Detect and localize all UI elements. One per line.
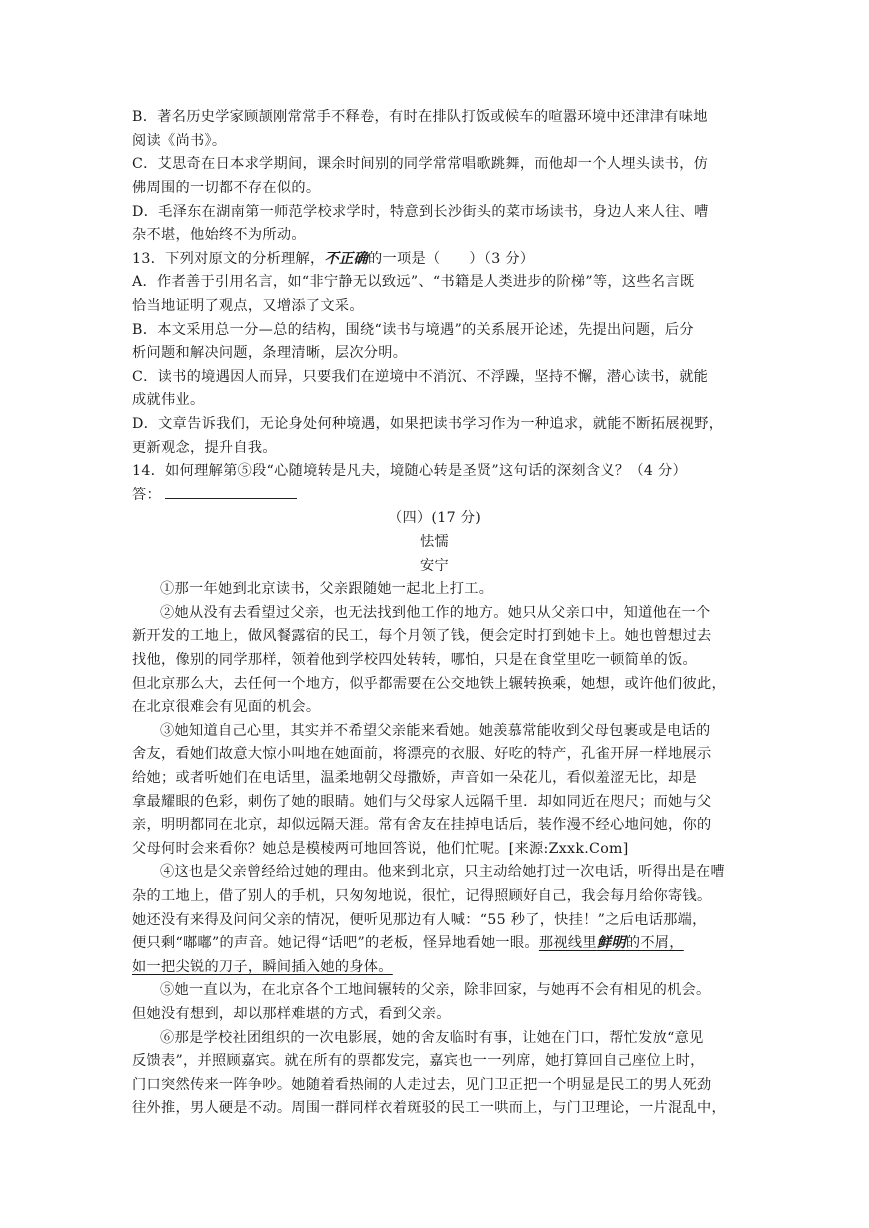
passage-title: 怯懦 bbox=[420, 534, 449, 550]
paragraph-3-line4: 拿最耀眼的色彩，刺伤了她的眼睛。她们与父母家人远隔千里．却如同近在咫尺；而她与父 bbox=[132, 794, 712, 810]
q12-option-c-line2: 佛周围的一切都不存在似的。 bbox=[132, 180, 321, 196]
paragraph-5-line1: ⑤她一直以为，在北京各个工地间辗转的父亲，除非回家，与她再不会有相见的机会。 bbox=[160, 982, 711, 998]
q13-stem bbox=[132, 248, 534, 270]
paragraph-2-line2: 新开发的工地上，做风餐露宿的民工，每个月领了钱，便会定时打到她卡上。她也曾想过去 bbox=[132, 628, 712, 644]
underlined-sentence-part1: 那视线里 bbox=[538, 935, 597, 951]
q13-stem-emphasis: 不正确 bbox=[324, 251, 368, 267]
paragraph-6-line3: 门口突然传来一阵争吵。她随着看热闹的人走过去，见门卫正把一个明显是民工的男人死劲 bbox=[132, 1077, 712, 1093]
answer-blank-line[interactable] bbox=[165, 484, 297, 499]
q13-option-b-line2: 析问题和解决问题，条理清晰，层次分明。 bbox=[132, 345, 408, 361]
paragraph-6-line1: ⑥那是学校社团组织的一次电影展，她的舍友临时有事，让她在门口，帮忙发放“意见 bbox=[160, 1030, 704, 1046]
q12-option-d-line2: 杂不堪，他始终不为所动。 bbox=[132, 227, 306, 243]
paragraph-4-line3: 她还没有来得及问问父亲的情况，便听见那边有人喊：“55 秒了，快挂！”之后电话那端， bbox=[132, 912, 707, 928]
passage-author: 安宁 bbox=[420, 558, 449, 574]
underlined-sentence-line2: 如一把尖锐的刀子，瞬间插入她的身体。 bbox=[132, 959, 393, 975]
q13-stem-post: 的一项是（ ）（3 分） bbox=[367, 251, 535, 267]
section-heading: （四）(17 分) bbox=[387, 510, 482, 526]
paragraph-3-line3: 给她；或者听她们在电话里，温柔地朝父母撒娇，声音如一朵花儿，看似羞涩无比，却是 bbox=[132, 770, 698, 786]
q12-option-b-line2: 阅读《尚书》。 bbox=[132, 133, 227, 149]
paragraph-2-line3: 找他，像别的同学那样，领着他到学校四处转转，哪怕，只是在食堂里吃一顿简单的饭。 bbox=[132, 652, 698, 668]
q14-answer-label: 答： bbox=[132, 487, 161, 503]
paragraph-2-line4: 但北京那么大，去任何一个地方，似乎都需要在公交地铁上辗转换乘，她想，或许他们彼此， bbox=[132, 676, 726, 692]
paragraph-4-line1: ④这也是父亲曾经给过她的理由。他来到北京，只主动给她打过一次电话，听得出是在嘈 bbox=[160, 864, 726, 880]
q14-answer bbox=[132, 484, 297, 506]
paragraph-6-line4: 往外推，男人硬是不动。周围一群同样衣着斑驳的民工一哄而上，与门卫理论，一片混乱中， bbox=[132, 1100, 726, 1116]
q14-stem: 14．如何理解第⑤段“心随境转是凡夫，境随心转是圣贤”这句话的深刻含义？（4 分） bbox=[132, 463, 687, 479]
paragraph-3-line5: 亲，明明都同在北京，却似远隔天涯。常有舍友在挂掉电话后，装作漫不经心地问她，你的 bbox=[132, 817, 712, 833]
paragraph-3-line2: 舍友，看她们故意大惊小叫地在她面前，将漂亮的衣服、好吃的特产，孔雀开屏一样地展示 bbox=[132, 746, 712, 762]
q13-option-a-line2: 恰当地证明了观点，又增添了文采。 bbox=[132, 298, 364, 314]
underlined-emphasis-word: 鲜明 bbox=[596, 935, 626, 951]
q13-option-c-line1: C．读书的境遇因人而异，只要我们在逆境中不消沉、不浮躁，坚持不懈，潜心读书，就能 bbox=[132, 369, 709, 385]
q13-stem-pre: 13．下列对原文的分析理解， bbox=[132, 251, 325, 267]
paragraph-4-line4 bbox=[132, 932, 684, 954]
q13-option-b-line1: B．本文采用总一分—总的结构，围绕“读书与境遇”的关系展开论述，先提出问题，后分 bbox=[132, 322, 694, 338]
q12-option-b-line1: B．著名历史学家顾颉刚常常手不释卷，有时在排队打饭或候车的喧嚣环境中还津津有味地 bbox=[132, 109, 708, 125]
q13-option-d-line2: 更新观念，提升自我。 bbox=[132, 440, 277, 456]
paragraph-2-line5: 在北京很难会有见面的机会。 bbox=[132, 699, 321, 715]
underlined-sentence-part2: 的不屑， bbox=[625, 935, 684, 951]
q13-option-a-line1: A．作者善于引用名言，如“非宁静无以致远”、“书籍是人类进步的阶梯”等，这些名言既 bbox=[132, 274, 695, 290]
paragraph-5-line2: 但她没有想到，却以那样难堪的方式，看到父亲。 bbox=[132, 1006, 451, 1022]
paragraph-3-line6: 父母何时会来看你？她总是模棱两可地回答说，他们忙呢。[来源:Zxxk.Com] bbox=[132, 841, 629, 857]
q12-option-d-line1: D．毛泽东在湖南第一师范学校求学时，特意到长沙街头的菜市场读书，身边人来人往、嘈 bbox=[132, 204, 709, 220]
paragraph-4-line2: 杂的工地上，借了别人的手机，只匆匆地说，很忙，记得照顾好自己，我会每月给你寄钱。 bbox=[132, 888, 712, 904]
paragraph-3-line1: ③她知道自己心里，其实并不希望父亲能来看她。她羡慕常能收到父母包裹或是电话的 bbox=[160, 723, 711, 739]
q12-option-c-line1: C．艾思奇在日本求学期间，课余时间别的同学常常唱歌跳舞，而他却一个人埋头读书，仿 bbox=[132, 156, 709, 172]
q13-option-c-line2: 成就伟业。 bbox=[132, 392, 205, 408]
paragraph-6-line2: 反馈表”，并照顾嘉宾。就在所有的票都发完，嘉宾也一一列席，她打算回自己座位上时， bbox=[132, 1053, 705, 1069]
paragraph-1: ①那一年她到北京读书，父亲跟随她一起北上打工。 bbox=[160, 581, 494, 597]
q13-option-d-line1: D．文章告诉我们，无论身处何种境遇，如果把读书学习作为一种追求，就能不断拓展视野， bbox=[132, 416, 724, 432]
paragraph-2-line1: ②她从没有去看望过父亲，也无法找到他工作的地方。她只从父亲口中，知道他在一个 bbox=[160, 605, 711, 621]
paragraph-4-line4-text: 便只剩“嘟嘟”的声音。她记得“话吧”的老板，怪异地看她一眼。 bbox=[132, 935, 539, 951]
